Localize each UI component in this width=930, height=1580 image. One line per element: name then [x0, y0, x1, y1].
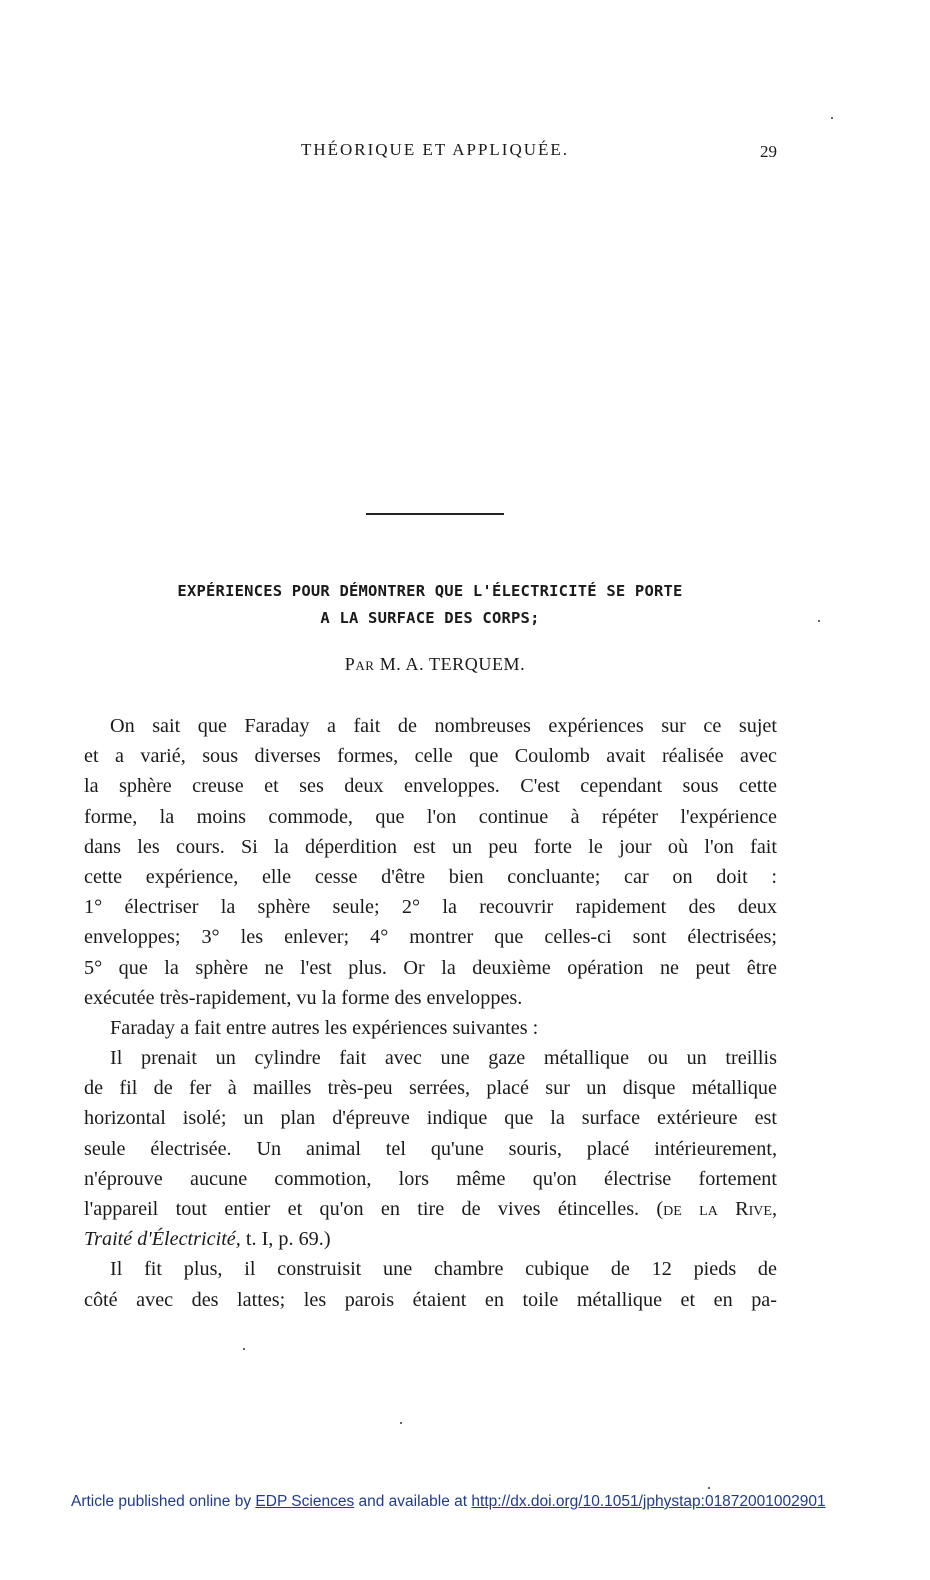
scan-speck [400, 1422, 402, 1424]
body-line: Il fit plus, il construisit une chambre cubique de 12 pieds de [110, 1258, 777, 1281]
article-title [130, 578, 730, 632]
body-line: cette expérience, elle cesse d'être bien concluante; car on doit : [84, 865, 777, 888]
body-line: 5° que la sphère ne l'est plus. Or la deuxième opération ne peut être [84, 956, 777, 979]
byline-prefix: Par [344, 654, 375, 674]
body-line: horizontal isolé; un plan d'épreuve indique que la surface extérieure est [84, 1107, 777, 1130]
body-line: 1° électriser la sphère seule; 2° la recouvrir rapidement des deux [84, 896, 777, 919]
body-line: exécutée très-rapidement, vu la forme des enveloppes. [84, 986, 523, 1009]
page-number: 29 [760, 142, 777, 161]
body-line: côté avec des lattes; les parois étaient en toile métallique et en pa- [84, 1288, 777, 1311]
body-line: enveloppes; 3° les enlever; 4° montrer que celles-ci sont électrisées; [84, 926, 777, 949]
publisher-link[interactable]: EDP Sciences [255, 1493, 355, 1510]
body-line: seule électrisée. Un animal tel qu'une souris, placé intérieurement, [84, 1137, 777, 1160]
byline [0, 654, 870, 675]
scan-speck [818, 620, 820, 622]
body-line: forme, la moins commode, que l'on continue à répéter l'expérience [84, 805, 777, 828]
citation-reference: t. I, p. 69.) [240, 1228, 331, 1251]
body-line: Faraday a fait entre autres les expériences suivantes : [110, 1016, 539, 1039]
byline-author: M. A. TERQUEM. [379, 654, 526, 674]
publication-footer [71, 1493, 891, 1511]
scan-speck [243, 1348, 245, 1350]
body-line-text: l'appareil tout entier et qu'on en tire de vives étincelles. ( [84, 1198, 664, 1220]
section-separator-rule [366, 513, 504, 515]
body-line-with-citation [84, 1194, 777, 1224]
article-title-line: A LA SURFACE DES CORPS; [320, 609, 540, 627]
citation-title: Traité d'Électricité, [84, 1228, 241, 1251]
citation-author: de la Rive, [663, 1198, 778, 1220]
body-line: de fil de fer à mailles très-peu serrées, placé sur un disque métallique [84, 1077, 777, 1100]
body-line: Il prenait un cylindre fait avec une gaze métallique ou un treillis [110, 1047, 777, 1070]
body-line: dans les cours. Si la déperdition est un peu forte le jour où l'on fait [84, 835, 777, 858]
article-body [84, 711, 777, 1315]
body-line: n'éprouve aucune commotion, lors même qu'on électrise fortement [84, 1167, 777, 1190]
doi-link[interactable]: http://dx.doi.org/10.1051/jphystap:01872001002901 [471, 1493, 826, 1510]
running-header [0, 140, 930, 164]
body-line: et a varié, sous diverses formes, celle que Coulomb avait réalisée avec [84, 745, 777, 768]
article-title-line: EXPÉRIENCES POUR DÉMONTRER QUE L'ÉLECTRICITÉ SE PORTE [177, 582, 683, 600]
footer-prefix: Article published online by [71, 1493, 252, 1510]
scan-speck [831, 117, 833, 119]
citation-line [84, 1224, 777, 1254]
scan-speck [708, 1487, 710, 1489]
running-title: THÉORIQUE ET APPLIQUÉE. [300, 140, 570, 159]
body-line: On sait que Faraday a fait de nombreuses expériences sur ce sujet [110, 715, 777, 737]
body-line: la sphère creuse et ses deux enveloppes. C'est cependant sous cette [84, 775, 777, 798]
footer-middle: and available at [358, 1493, 468, 1510]
